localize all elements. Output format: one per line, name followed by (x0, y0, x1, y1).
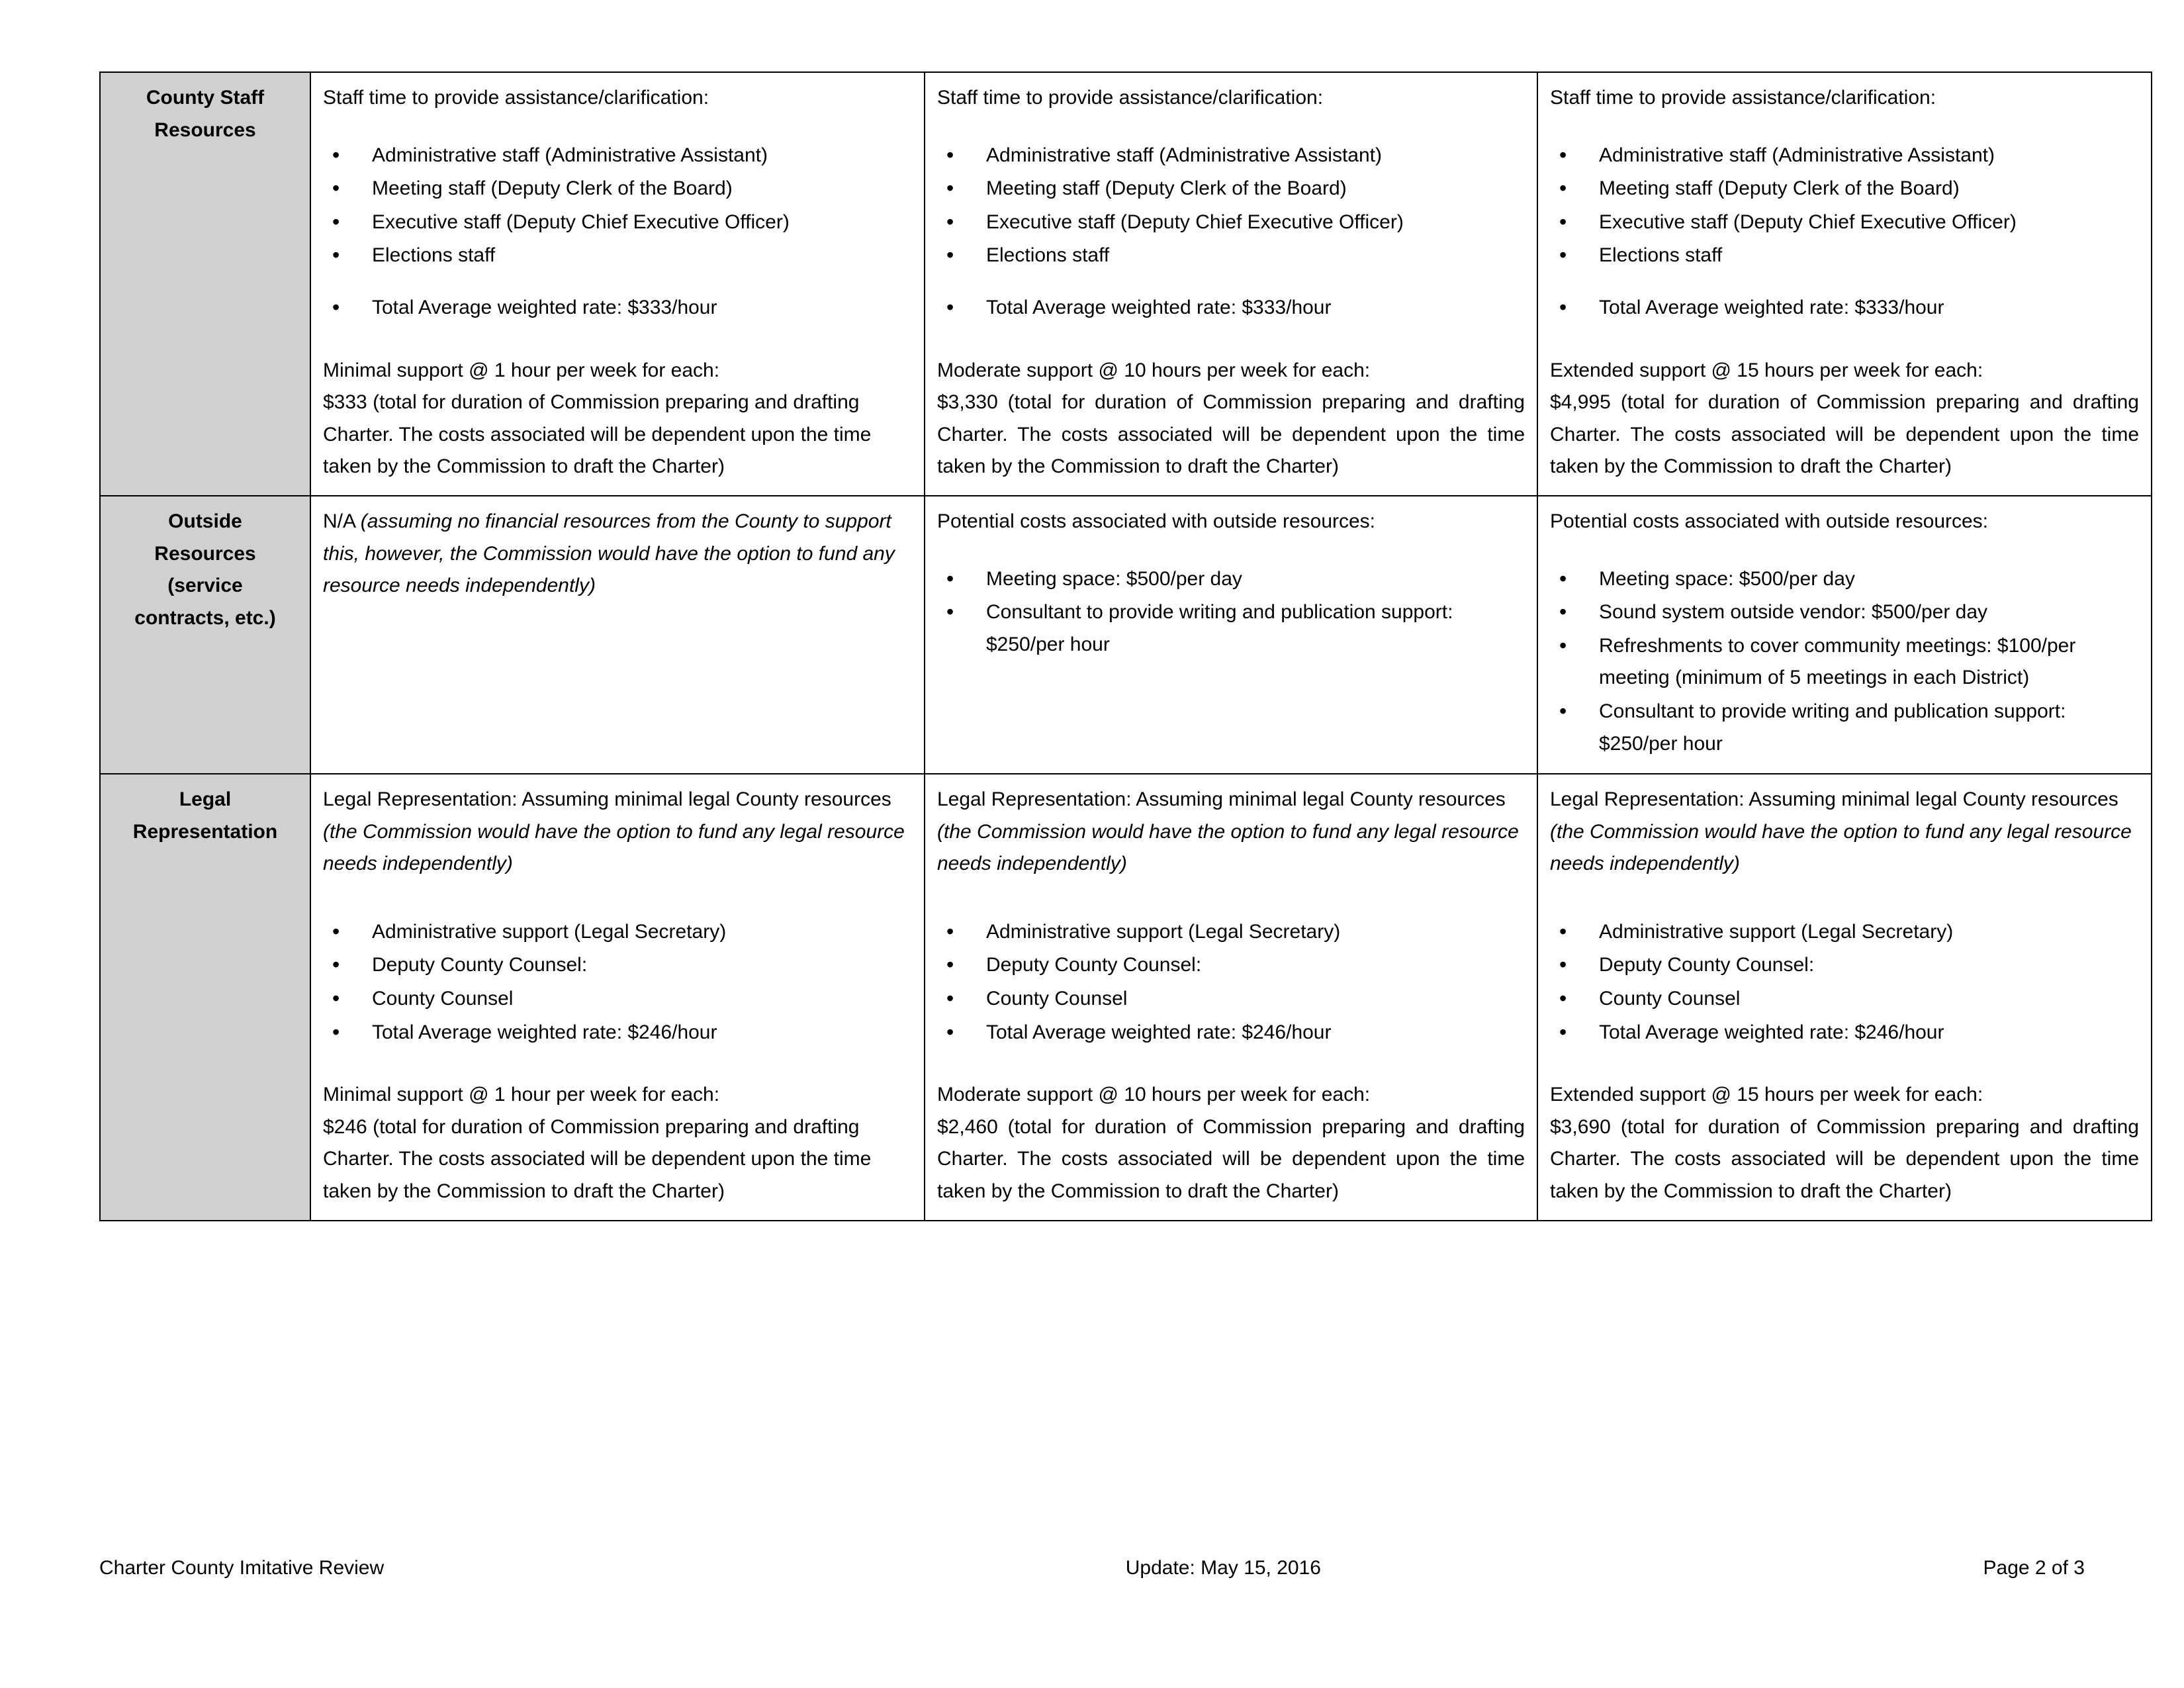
support-cost-text: $3,690 (total for duration of Commission preparing and drafting Charter. The costs associated will be dependent upon the time taken by the Commission to draft the Charter) (1550, 1115, 2139, 1203)
table-row (100, 496, 2152, 774)
na-plain: N/A (323, 510, 361, 532)
footer-page-number: Page 2 of 3 (1983, 1557, 2085, 1579)
list-item: • Meeting space: $500/per day (937, 563, 1525, 596)
support-cost-text: $2,460 (total for duration of Commission preparing and drafting Charter. The costs associated will be dependent upon the time taken by the Commission to draft the Charter) (937, 1115, 1525, 1203)
list-item: • Administrative staff (Administrative Assistant) (937, 140, 1525, 172)
cell-county-staff-moderate (925, 72, 1537, 496)
row-label-line: Representation (132, 820, 278, 843)
list-item: • Consultant to provide writing and publication support: $250/per hour (937, 596, 1525, 661)
spacer (323, 1050, 912, 1079)
page-footer (99, 1557, 2085, 1579)
list-item: • Meeting staff (Deputy Clerk of the Board) (937, 173, 1525, 205)
row-label-line: Resources (154, 118, 256, 141)
list-item: • Total Average weighted rate: $246/hour (323, 1017, 912, 1049)
row-label-county-staff-resources (100, 72, 310, 496)
list-item: • Meeting staff (Deputy Clerk of the Board) (1550, 173, 2139, 205)
row-label-outside-resources (100, 496, 310, 774)
bullet-list (937, 916, 1525, 1049)
footer-document-title: Charter County Imitative Review (99, 1557, 385, 1579)
list-item: • County Counsel (1550, 983, 2139, 1015)
list-item: • Administrative staff (Administrative Assistant) (323, 140, 912, 172)
na-italic: (assuming no financial resources from the County to support this, however, the Commission would have the option to fund any resource needs independently) (323, 510, 895, 597)
cell-lead-text: Potential costs associated with outside resources: (1550, 510, 1989, 532)
list-item: • Total Average weighted rate: $246/hour (1550, 1017, 2139, 1049)
table-row (100, 72, 2152, 496)
lead-plain: Legal Representation: Assuming minimal legal County resources (1550, 788, 2118, 811)
spacer (937, 121, 1525, 140)
list-item: • Executive staff (Deputy Chief Executive Officer) (1550, 207, 2139, 239)
list-item: • Elections staff (1550, 240, 2139, 272)
cell-county-staff-extended (1537, 72, 2152, 496)
support-level-text: Moderate support @ 10 hours per week for each: (937, 1084, 1371, 1106)
cell-lead-text: Staff time to provide assistance/clarification: (323, 87, 709, 109)
cell-legal-extended (1537, 774, 2152, 1221)
cell-lead-text (1550, 784, 2139, 880)
list-item: • Executive staff (Deputy Chief Executive Officer) (323, 207, 912, 239)
cell-lead-text: Staff time to provide assistance/clarification: (937, 87, 1324, 109)
spacer (323, 887, 912, 916)
support-cost-text: $333 (total for duration of Commission preparing and drafting Charter. The costs associated will be dependent upon the time taken by the Commission to draft the Charter) (323, 391, 872, 478)
cell-outside-extended (1537, 496, 2152, 774)
list-item: • Sound system outside vendor: $500/per day (1550, 596, 2139, 629)
cell-lead-text (937, 784, 1525, 880)
list-item: • Administrative support (Legal Secretary) (323, 916, 912, 949)
table-row (100, 774, 2152, 1221)
list-item: • Total Average weighted rate: $333/hour (937, 292, 1525, 324)
list-item: • County Counsel (937, 983, 1525, 1015)
support-level-text: Minimal support @ 1 hour per week for each: (323, 359, 720, 381)
list-item: • Consultant to provide writing and publication support: $250/per hour (1550, 696, 2139, 760)
bullet-list (937, 140, 1525, 272)
lead-plain: Legal Representation: Assuming minimal legal County resources (937, 788, 1506, 811)
row-label-line: Outside (168, 510, 242, 532)
footer-update-date: Update: May 15, 2016 (1125, 1557, 1321, 1579)
list-item: • Meeting staff (Deputy Clerk of the Board) (323, 173, 912, 205)
list-item: • Meeting space: $500/per day (1550, 563, 2139, 596)
row-label-line: (service (167, 575, 243, 597)
cell-county-staff-minimal (310, 72, 925, 496)
spacer (1550, 121, 2139, 140)
support-level-text: Moderate support @ 10 hours per week for each: (937, 359, 1371, 381)
support-cost-text: $4,995 (total for duration of Commission preparing and drafting Charter. The costs associated will be dependent upon the time taken by the Commission to draft the Charter) (1550, 391, 2139, 478)
cell-lead-text: Staff time to provide assistance/clarification: (1550, 87, 1936, 109)
list-item: • Administrative staff (Administrative Assistant) (1550, 140, 2139, 172)
bullet-list (1550, 916, 2139, 1049)
bullet-list-rate (937, 292, 1525, 324)
list-item: • Total Average weighted rate: $333/hour (323, 292, 912, 324)
lead-italic: (the Commission would have the option to fund any legal resource needs independently) (1550, 820, 2132, 875)
row-label-line: County Staff (146, 87, 265, 109)
support-level-text: Extended support @ 15 hours per week for each: (1550, 359, 1983, 381)
bullet-list (1550, 563, 2139, 761)
cell-lead-text (323, 784, 912, 880)
cell-outside-minimal (310, 496, 925, 774)
bullet-list (323, 916, 912, 1049)
list-item: • Deputy County Counsel: (937, 949, 1525, 982)
spacer (937, 326, 1525, 355)
lead-italic: (the Commission would have the option to fund any legal resource needs independently) (323, 820, 905, 875)
bullet-list-rate (1550, 292, 2139, 324)
row-label-line: Legal (179, 788, 232, 811)
cell-outside-moderate (925, 496, 1537, 774)
na-text (323, 506, 912, 602)
cell-legal-moderate (925, 774, 1537, 1221)
row-label-line: Resources (154, 542, 256, 565)
list-item: • Deputy County Counsel: (323, 949, 912, 982)
list-item: • Total Average weighted rate: $333/hour (1550, 292, 2139, 324)
list-item: • Elections staff (937, 240, 1525, 272)
spacer (937, 887, 1525, 916)
support-cost-text: $3,330 (total for duration of Commission preparing and drafting Charter. The costs associated will be dependent upon the time taken by the Commission to draft the Charter) (937, 391, 1525, 478)
resources-comparison-table (99, 71, 2152, 1221)
support-cost-text: $246 (total for duration of Commission preparing and drafting Charter. The costs associated will be dependent upon the time taken by the Commission to draft the Charter) (323, 1115, 872, 1203)
spacer (1550, 326, 2139, 355)
cell-lead-text: Potential costs associated with outside resources: (937, 510, 1376, 532)
list-item: • Deputy County Counsel: (1550, 949, 2139, 982)
spacer (323, 121, 912, 140)
spacer (323, 273, 912, 292)
spacer (937, 273, 1525, 292)
spacer (1550, 887, 2139, 916)
row-label-legal-representation (100, 774, 310, 1221)
list-item: • Administrative support (Legal Secretary) (937, 916, 1525, 949)
spacer (937, 1050, 1525, 1079)
spacer (1550, 273, 2139, 292)
bullet-list-rate (323, 292, 912, 324)
lead-italic: (the Commission would have the option to fund any legal resource needs independently) (937, 820, 1519, 875)
list-item: • Elections staff (323, 240, 912, 272)
cell-legal-minimal (310, 774, 925, 1221)
spacer (323, 326, 912, 355)
support-level-text: Extended support @ 15 hours per week for each: (1550, 1084, 1983, 1106)
spacer (1550, 545, 2139, 563)
list-item: • County Counsel (323, 983, 912, 1015)
bullet-list (1550, 140, 2139, 272)
bullet-list (937, 563, 1525, 661)
list-item: • Total Average weighted rate: $246/hour (937, 1017, 1525, 1049)
spacer (1550, 1050, 2139, 1079)
spacer (937, 545, 1525, 563)
resources-table-container (99, 71, 2139, 1221)
support-level-text: Minimal support @ 1 hour per week for each: (323, 1084, 720, 1106)
bullet-list (323, 140, 912, 272)
list-item: • Administrative support (Legal Secretary) (1550, 916, 2139, 949)
list-item: • Executive staff (Deputy Chief Executive Officer) (937, 207, 1525, 239)
list-item: • Refreshments to cover community meetings: $100/per meeting (minimum of 5 meetings in each District) (1550, 630, 2139, 694)
row-label-line: contracts, etc.) (134, 606, 276, 629)
lead-plain: Legal Representation: Assuming minimal legal County resources (323, 788, 891, 811)
